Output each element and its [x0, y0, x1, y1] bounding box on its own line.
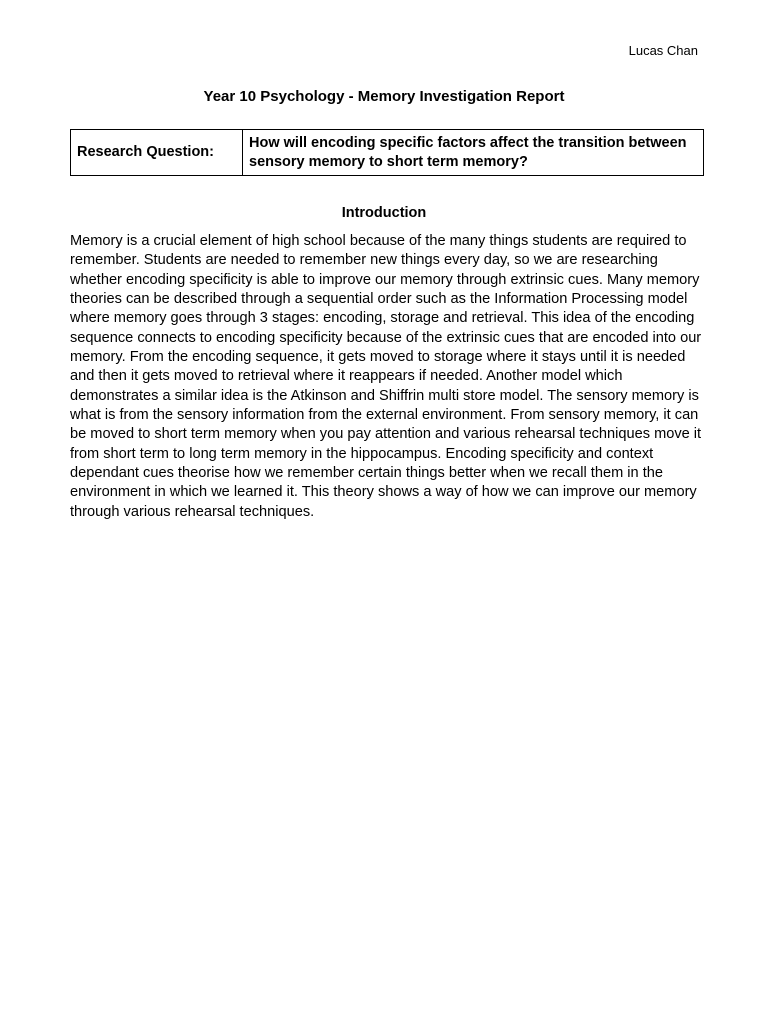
introduction-heading: Introduction	[341, 205, 427, 221]
research-question-table	[70, 129, 704, 176]
author-name: Lucas Chan	[628, 43, 698, 58]
research-question-label: Research Question:	[71, 130, 243, 176]
report-title: Year 10 Psychology - Memory Investigation Report	[203, 88, 565, 105]
research-question-text: How will encoding specific factors affect the transition between sensory memory to short term memory?	[243, 130, 704, 176]
research-question-row	[71, 130, 704, 176]
introduction-paragraph: Memory is a crucial element of high school because of the many things students are required to remember. Students are needed to remember new things every day, so we are researching whether encoding specificity is able to improve our memory through extrinsic cues. Many memory theories can be described through a sequential order such as the Information Processing model where memory goes through 3 stages: encoding, storage and retrieval. This idea of the encoding sequence connects to encoding specificity because of the extrinsic cues that are encoded into our memory. From the encoding sequence, it gets moved to storage where it stays until it is needed and then it gets moved to retrieval where it reappears if needed. Another model which demonstrates a similar idea is the Atkinson and Shiffrin multi store model. The sensory memory is what is from the sensory information from the external environment. From sensory memory, it can be moved to short term memory when you pay attention and various rehearsal techniques move it from short term to long term memory in the hippocampus. Encoding specificity and context dependant cues theorise how we remember certain things better when we recall them in the environment in which we learned it. This theory shows a way of how we can improve our memory through various rehearsal techniques.	[70, 233, 702, 520]
